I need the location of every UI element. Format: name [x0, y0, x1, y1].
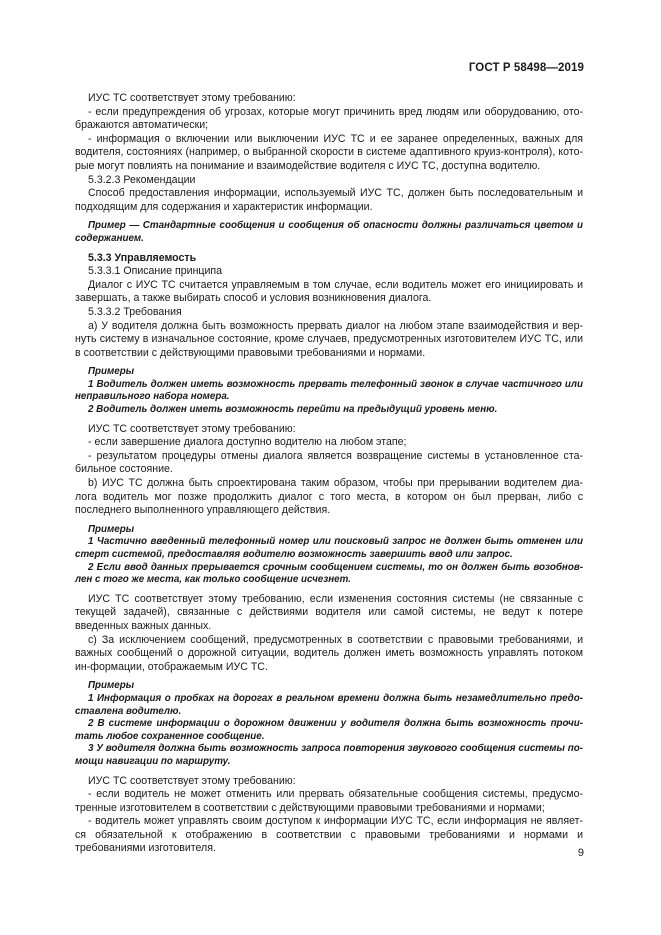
paragraph: b) ИУС ТС должна быть спроектирована таким образом, чтобы при прерывании водителем диа-лога водитель мог позже продолжить диалог с того места, в котором он был прерван, либо с последнего выполненного управляющего действия.	[75, 477, 583, 517]
paragraph: - если водитель не может отменить или прервать обязательные сообщения системы, предусмо-тренные изготовителем в соответствии с действующими правовыми требованиями и нормами;	[75, 788, 583, 814]
document-id: ГОСТ Р 58498—2019	[468, 62, 584, 74]
example-text: 1 Частично введенный телефонный номер или поисковый запрос не должен быть отменен или стерт системой, предоставляя водителю возможность завершить ввод или запрос.	[75, 536, 583, 560]
example-text: 1 Водитель должен иметь возможность прервать телефонный звонок в случае частичного или неправильного набора номера.	[75, 378, 583, 403]
example-text: 2 Если ввод данных прерывается срочным сообщением системы, то он должен быть возобнов-лен с того же места, как только сообщение исчезнет.	[75, 561, 583, 586]
paragraph: - результатом процедуры отмены диалога является возвращение системы в установленное ста-бильное состояние.	[75, 449, 583, 476]
examples-heading: Примеры	[88, 523, 135, 535]
paragraph: с) За исключением сообщений, предусмотренных в соответствии с правовыми требованиями, и важных сообщений о дорожной ситуации, водитель должен иметь возможность управлять потоком ин-формации, отображаемым ИУС ТС.	[75, 633, 583, 673]
paragraph: - водитель может управлять своим доступом к информации ИУС ТС, если информация не являет-ся обязательной к отображению в соответствии с правовыми требованиями и нормами и требованиями изготовителя.	[75, 815, 583, 855]
example-text: 2 В системе информации о дорожном движении у водителя должна быть возможность прочи-тать любое сохраненное сообщение.	[75, 718, 583, 742]
paragraph: ИУС ТС соответствует этому требованию:	[88, 422, 296, 435]
examples-heading: Примеры	[88, 680, 135, 692]
paragraph: - если завершение диалога доступно водителю на любом этапе;	[88, 436, 407, 449]
example-text: 3 У водителя должна быть возможность запроса повторения звукового сообщения системы по-мощи навигации по маршруту.	[75, 743, 583, 767]
paragraph: Способ предоставления информации, используемый ИУС ТС, должен быть последовательным и подходящим для содержания и характеристик информации.	[75, 187, 583, 213]
document-body	[75, 92, 583, 856]
paragraph: 5.3.3.1 Описание принципа	[88, 265, 223, 278]
example-text: 1 Информация о пробках на дорогах в реальном времени должна быть незамедлительно предо-ставлена водителю.	[75, 692, 583, 717]
paragraph: ИУС ТС соответствует этому требованию:	[88, 774, 296, 787]
paragraph: Диалог с ИУС ТС считается управляемым в том случае, если водитель может его инициировать и завершать, а также выбирать способ и условия возникновения диалога.	[75, 278, 583, 305]
page-number: 9	[577, 847, 584, 859]
example-text: Пример — Стандартные сообщения и сообщения об опасности должны различаться цветом и содержанием.	[75, 220, 583, 244]
paragraph: 5.3.3.2 Требования	[88, 305, 182, 318]
paragraph: ИУС ТС соответствует этому требованию:	[88, 92, 296, 104]
section-heading: 5.3.3 Управляемость	[88, 251, 197, 264]
paragraph: а) У водителя должна быть возможность прервать диалог на любом этапе взаимодействия и вер-нуть систему в изначальное состояние, кроме случаев, предусмотренных изготовителем ИУС ТС, или в соответствии с действующими правовыми требованиями и нормами.	[75, 319, 583, 359]
paragraph: - информация о включении или выключении ИУС ТС и ее заранее определенных, важных для водителя, состояниях (например, о выбранной скорости в системе адаптивного круиз-контроля), кото-рые могут повлиять на понимание и взаимодействие водителя с ИУС ТС, доступна водителю.	[75, 132, 583, 172]
paragraph: 5.3.2.3 Рекомендации	[88, 173, 196, 186]
paragraph: ИУС ТС соответствует этому требованию, если изменения состояния системы (не связанные с текущей задачей), связанные с действиями водителя или самой системы, не ведут к потере введенных важных данных.	[75, 592, 583, 632]
examples-heading: Примеры	[88, 366, 135, 378]
paragraph: - если предупреждения об угрозах, которые могут причинить вред людям или оборудованию, ото-бражаются автоматически;	[75, 105, 583, 132]
example-text: 2 Водитель должен иметь возможность перейти на предыдущий уровень меню.	[88, 404, 498, 416]
